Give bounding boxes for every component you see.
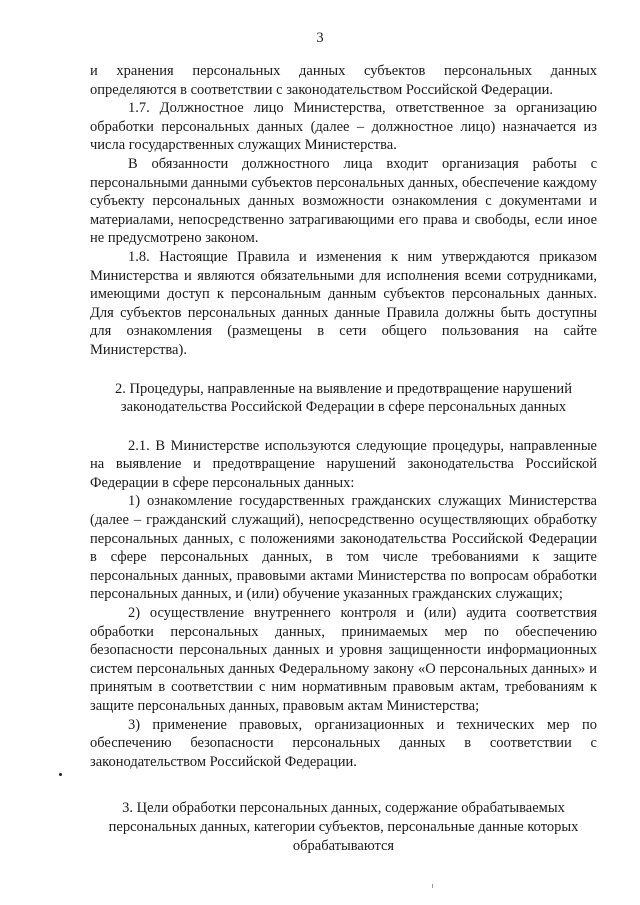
list-item-2: 2) осуществление внутреннего контроля и (или) аудита соответствия обработки персональных данных, принимаемых мер по обеспечению безопасности персональных данных и уровня защищенности информационных систем персональных данных Федеральному закону «О персональных данных» и принятым в соответствии с ним нормативным правовым актам, требованиям к защите персональных данных, правовым актам Министерства;	[90, 605, 597, 714]
list-item-1: 1) ознакомление государственных гражданских служащих Министерства (далее – гражданский служащий), непосредственно осуществляющих обработку персональных данных, с положениями законодательства Российской Федерации в сфере персональных данных, в том числе требованиями к защите персональных данных, правовыми актами Министерства по вопросам обработки персональных данных, и (или) обучение указанных гражданских служащих;	[90, 493, 597, 603]
scan-artifact-mark	[432, 884, 433, 888]
paragraph-1-7: 1.7. Должностное лицо Министерства, ответственное за организацию обработки персональных данных (далее – должностное лицо) назначается из числа государственных служащих Министерства.	[90, 100, 597, 154]
paragraph-2-1: 2.1. В Министерстве используются следующие процедуры, направленные на выявление и предотвращение нарушений законодательства Российской Федерации в сфере персональных данных:	[90, 437, 597, 491]
section-3-heading: 3. Цели обработки персональных данных, содержание обрабатываемых персональных данных, категории субъектов, персональные данные которых обрабатываются	[108, 800, 579, 854]
list-item-3: 3) применение правовых, организационных и технических мер по обеспечению безопасности персональных данных в соответствии с законодательством Российской Федерации.	[90, 716, 597, 770]
page-number: 3	[316, 30, 324, 46]
paragraph-duties: В обязанности должностного лица входит организация работы с персональными данными субъектов персональных данных, обеспечение каждому субъекту персональных данных возможности ознакомления с документами и материалами, непосредственно затрагивающими его права и свободы, если иное не предусмотрено законом.	[90, 155, 597, 247]
section-2-heading: 2. Процедуры, направленные на выявление и предотвращение нарушений законодательства Российской Федерации в сфере персональных данных	[115, 380, 572, 416]
paragraph-1-8: 1.8. Настоящие Правила и изменения к ним утверждаются приказом Министерства и являются обязательными для исполнения всеми сотрудниками, имеющими доступ к персональным данным субъектов персональных данных. Для субъектов персональных данных данные Правила должны быть доступны для ознакомления (размещены в сети общего пользования на сайте Министерства).	[90, 248, 597, 358]
paragraph-continuation: и хранения персональных данных субъектов персональных данных определяются в соответствии с законодательством Российской Федерации.	[90, 63, 597, 98]
scan-artifact-dot	[59, 773, 62, 776]
document-body	[90, 62, 597, 875]
